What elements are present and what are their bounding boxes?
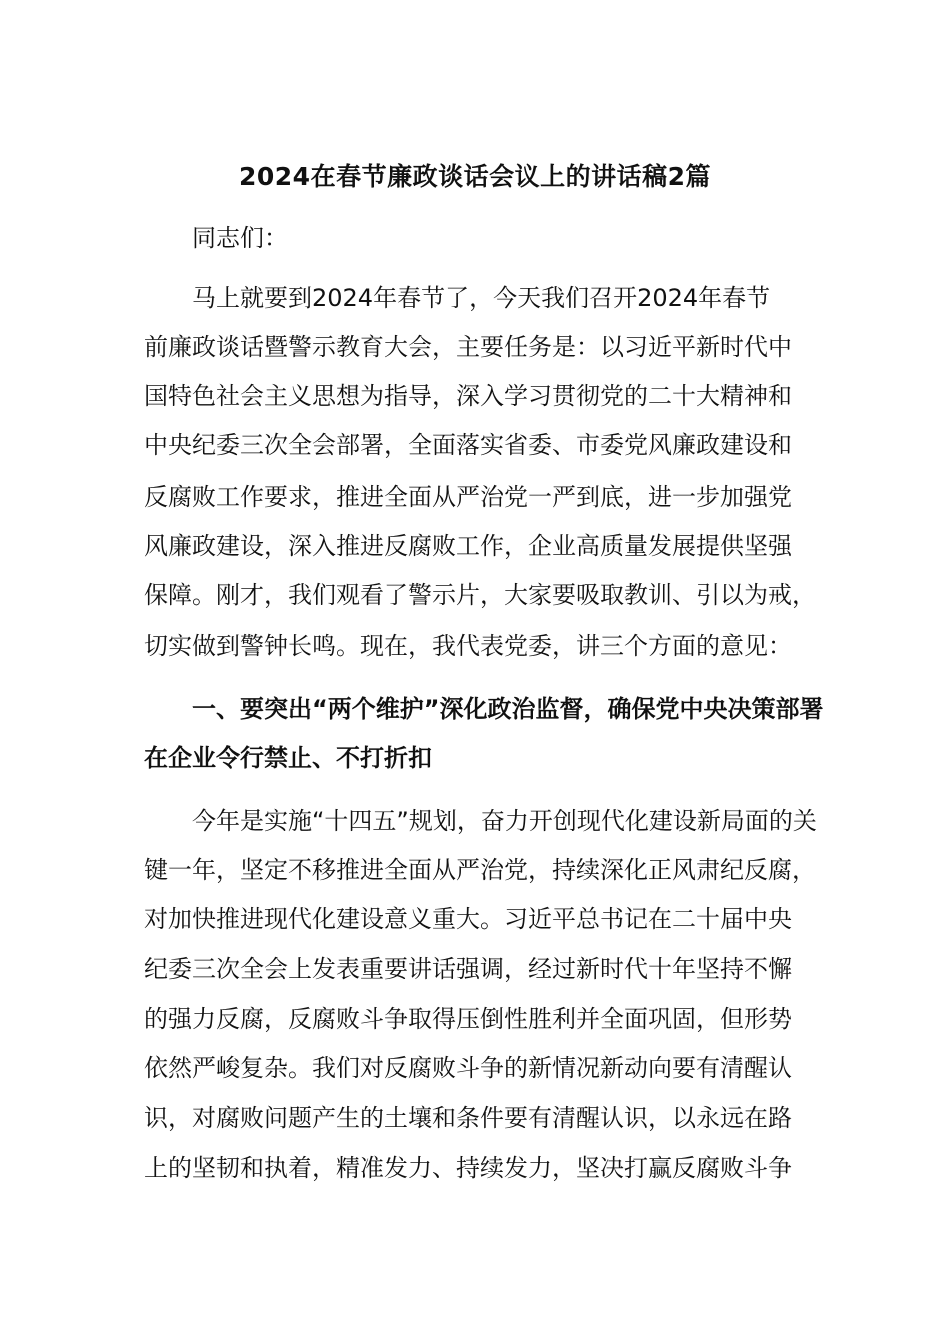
intro-line: 前廉政谈话暨警示教育大会，主要任务是：以习近平新时代中	[144, 333, 792, 361]
intro-line: 马上就要到2024年春节了，今天我们召开2024年春节	[192, 284, 771, 312]
intro-line: 国特色社会主义思想为指导，深入学习贯彻党的二十大精神和	[144, 382, 792, 410]
intro-line: 切实做到警钟长鸣。现在，我代表党委，讲三个方面的意见：	[144, 632, 792, 660]
body-line: 的强力反腐，反腐败斗争取得压倒性胜利并全面巩固，但形势	[144, 1005, 792, 1033]
heading-line: 一、要突出“两个维护”深化政治监督，确保党中央决策部署	[192, 695, 824, 723]
body-line: 依然严峻复杂。我们对反腐败斗争的新情况新动向要有清醒认	[144, 1054, 792, 1082]
body-line: 纪委三次全会上发表重要讲话强调，经过新时代十年坚持不懈	[144, 955, 792, 983]
body-line: 上的坚韧和执着，精准发力、持续发力，坚决打赢反腐败斗争	[144, 1154, 792, 1182]
greeting: 同志们：	[192, 224, 288, 252]
document-title: 2024在春节廉政谈话会议上的讲话稿2篇	[239, 162, 711, 191]
body-line: 对加快推进现代化建设意义重大。习近平总书记在二十届中央	[144, 905, 792, 933]
body-line: 键一年，坚定不移推进全面从严治党，持续深化正风肃纪反腐，	[144, 856, 816, 884]
body-line: 今年是实施“十四五”规划，奋力开创现代化建设新局面的关	[192, 807, 817, 835]
intro-line: 保障。刚才，我们观看了警示片，大家要吸取教训、引以为戒，	[144, 581, 816, 609]
intro-line: 中央纪委三次全会部署，全面落实省委、市委党风廉政建设和	[144, 431, 792, 459]
intro-line: 风廉政建设，深入推进反腐败工作，企业高质量发展提供坚强	[144, 532, 792, 560]
body-line: 识，对腐败问题产生的土壤和条件要有清醒认识，以永远在路	[144, 1104, 792, 1132]
heading-line: 在企业令行禁止、不打折扣	[144, 744, 432, 772]
intro-line: 反腐败工作要求，推进全面从严治党一严到底，进一步加强党	[144, 483, 792, 511]
